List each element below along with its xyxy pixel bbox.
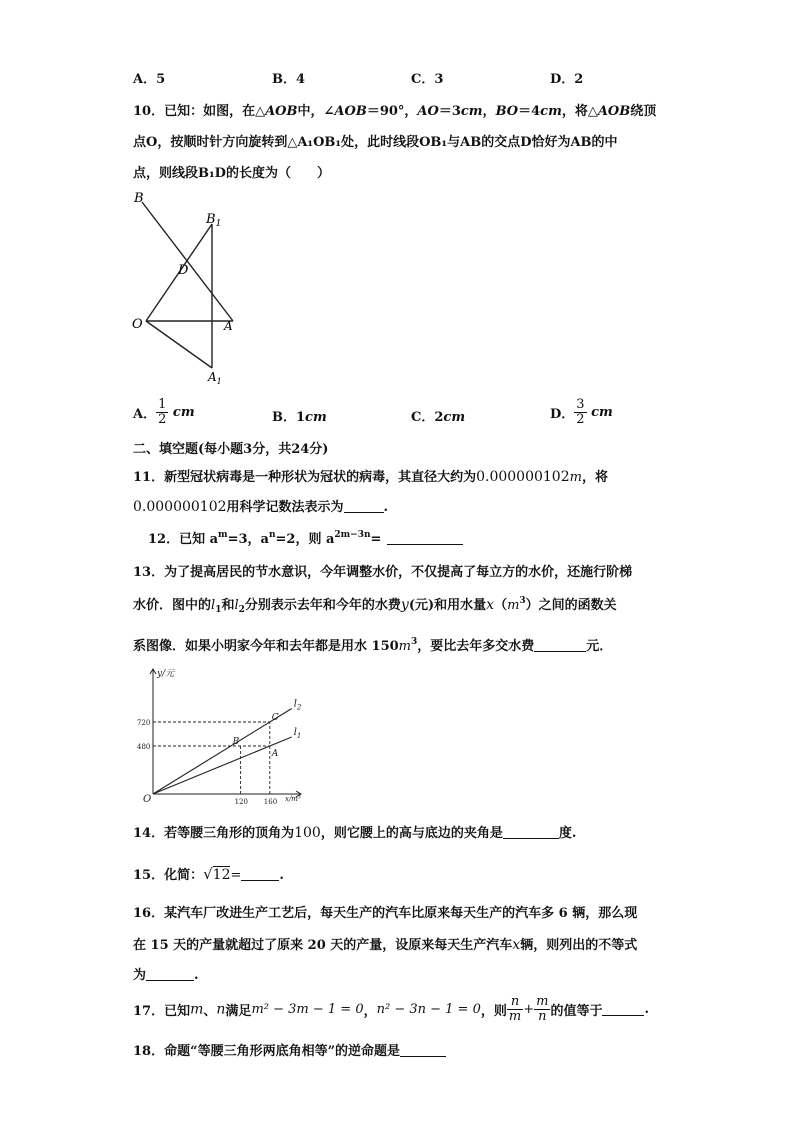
label-b1: $B_1$ [206, 212, 222, 229]
point-label-b: B [232, 737, 240, 747]
q17-line: 17．已知m、n满足m² − 3m − 1 = 0，n² − 3n − 1 = 0，则 $\frac{n}{m}$ + $\frac{m}{n}$ 的值等于 . [133, 994, 649, 1024]
y-tick-480: 480 [137, 743, 151, 751]
sqrt-symbol: √ [203, 865, 213, 883]
series-label-l2: $l_2$ [293, 698, 302, 712]
q14-line: 14．若等腰三角形的顶角为100，则它腰上的高与底边的夹角是 度. [133, 825, 577, 841]
segment-oa1 [146, 321, 212, 368]
q12-answer-blank[interactable] [387, 532, 463, 545]
q13-line-1: 13．为了提高居民的节水意识，今年调整水价，不仅提高了每立方的水价，还施行阶梯 [133, 565, 633, 580]
y-axis-label: y/元 [157, 669, 175, 679]
q15-line: 15．化简：√12= . [133, 865, 284, 883]
origin-label: O [143, 794, 152, 804]
chart-axes [150, 669, 301, 797]
q13-line-2: 水价．图中的$l_1$和$l_2$分别表示去年和今年的水费y(元)和用水量$x(m^3)$之间的函数关 [133, 596, 617, 615]
q10-option-c: C．2cm [411, 410, 466, 425]
label-a: A [224, 319, 233, 333]
q11-line-1: 11．新型冠状病毒是一种形状为冠状的病毒，其直径大约为0.000000102m，将 [133, 469, 608, 485]
q14-answer-blank[interactable] [503, 826, 559, 839]
q9-option-b: B．4 [272, 72, 306, 87]
q13-function-chart [135, 664, 315, 804]
q11-answer-blank[interactable] [344, 500, 384, 513]
q10-line-2: 点O，按顺时针方向旋转到△A₁OB₁处，此时线段OB₁与AB的交点D恰好为AB的中 [133, 135, 618, 150]
y-tick-720: 720 [137, 719, 151, 727]
q17-answer-blank[interactable] [602, 1003, 644, 1016]
q9-option-d: D．2 [550, 72, 584, 87]
x-tick-120: 120 [234, 798, 248, 804]
q10-line-1: 10．已知：如图，在△AOB中，∠AOB＝90°，AO＝3cm，BO＝4cm，将△AOB绕顶 [133, 104, 657, 119]
q13-line-3: 系图像．如果小明家今年和去年都是用水 $150m^3$，要比去年多交水费 元． [133, 637, 613, 654]
chart-labels [137, 668, 302, 804]
q16-answer-blank[interactable] [146, 968, 194, 981]
q10-geometry-figure [130, 188, 250, 388]
label-d: D [178, 263, 189, 278]
point-label-a: A [271, 749, 279, 759]
q10-option-b: B．1cm [272, 410, 327, 425]
q10-option-d: D． $\frac{3}{2}$ cm [550, 397, 613, 427]
q16-line-2: 在 15 天的产量就超过了原来 20 天的产量，设原来每天生产汽车x辆，则列出的不等式 [133, 937, 638, 953]
q13-answer-blank[interactable] [534, 639, 586, 652]
q10-option-a: A． $\frac{1}{2}$ cm [133, 397, 195, 427]
x-tick-160: 160 [263, 798, 278, 804]
series-line-l1 [153, 737, 292, 794]
q12-line: 12．已知 $a^m=3$，$a^n=2$，则 $a^{2m-3n}=$ [148, 528, 463, 547]
q18-answer-blank[interactable] [400, 1044, 446, 1057]
q15-answer-blank[interactable] [241, 868, 279, 881]
label-a1: $A_1$ [208, 370, 222, 386]
point-label-c: C [271, 713, 279, 723]
label-b: B [134, 191, 144, 206]
x-axis-label: x/m³ [285, 795, 301, 803]
q16-line-3: 为 . [133, 968, 199, 983]
section-heading: 二、填空题(每小题3分，共24分) [133, 442, 329, 457]
q10-line-3: 点，则线段B₁D的长度为（ ） [133, 166, 330, 181]
label-o: O [132, 317, 143, 332]
q11-line-2: 0.000000102用科学记数法表示为 . [133, 499, 389, 515]
q16-line-1: 16．某汽车厂改进生产工艺后，每天生产的汽车比原来每天生产的汽车多 6 辆，那么现 [133, 906, 638, 921]
series-label-l1: $l_1$ [293, 727, 302, 740]
q18-line: 18．命题“等腰三角形两底角相等”的逆命题是 [133, 1040, 446, 1059]
q9-option-a: A．5 [133, 72, 166, 87]
q9-option-c: C．3 [411, 72, 444, 87]
